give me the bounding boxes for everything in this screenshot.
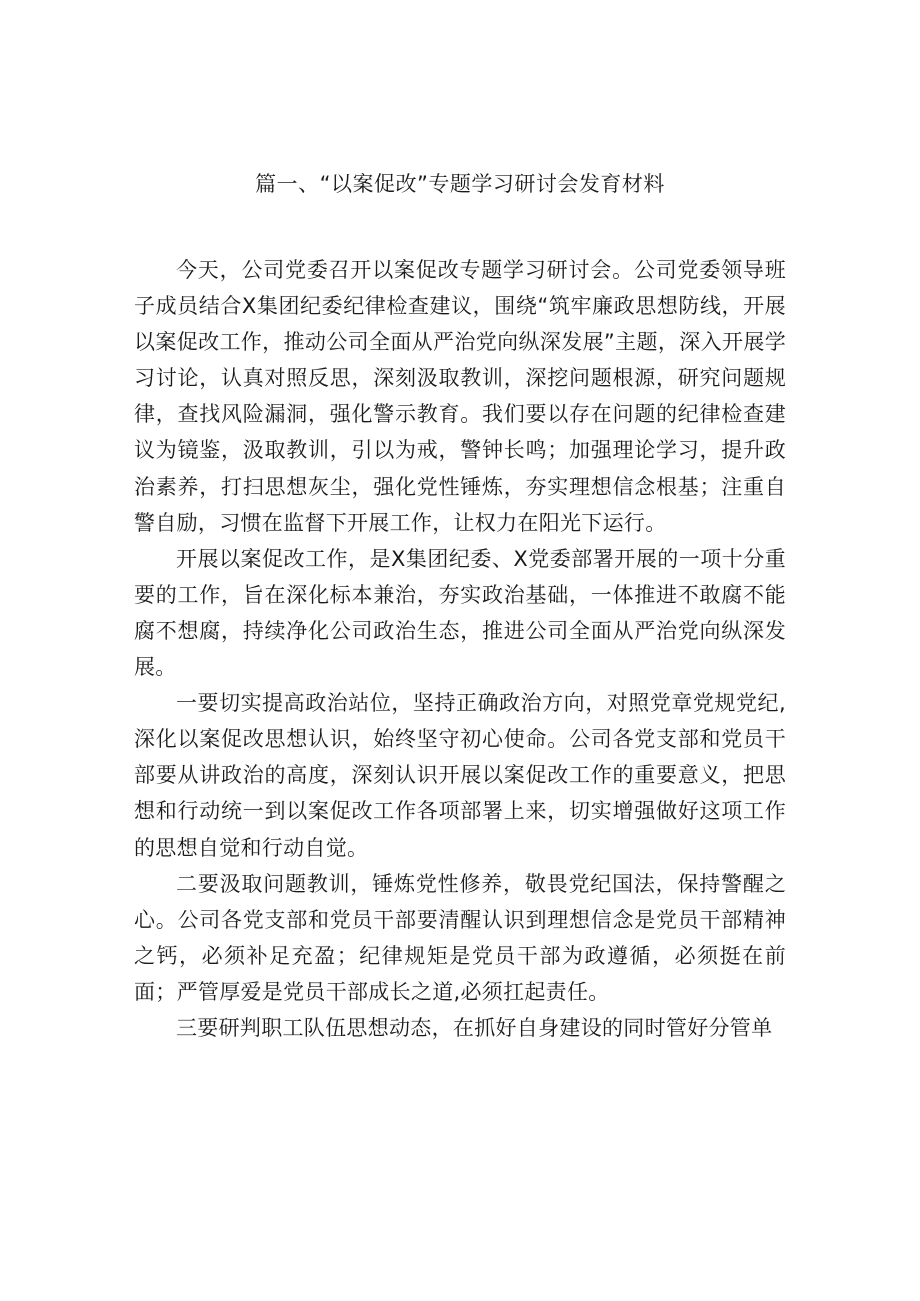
document-body [134,252,786,1046]
paragraph: 一要切实提高政治站位，坚持正确政治方向，对照党章党规党纪,深化以案促改思想认识，始终坚守初心使命。公司各党支部和党员干部要从讲政治的高度，深刻认识开展以案促改工作的重要意义，把思想和行动统一到以案促改工作各项部署上来，切实增强做好这项工作的思想自觉和行动自觉。 [134,691,786,860]
document-title: 篇一、“以案促改”专题学习研讨会发育材料 [255,172,665,196]
paragraph: 开展以案促改工作，是X集团纪委、X党委部署开展的一项十分重要的工作，旨在深化标本兼治，夯实政治基础，一体推进不敢腐不能腐不想腐，持续净化公司政治生态，推进公司全面从严治党向纵深发展。 [134,546,786,680]
paragraph: 三要研判职工队伍思想动态，在抓好自身建设的同时管好分管单 [176,1015,773,1040]
paragraph: 二要汲取问题教训，锤炼党性修养，敬畏党纪国法，保持警醒之心。公司各党支部和党员干部要清醒认识到理想信念是党员干部精神之钙，必须补足充盈；纪律规矩是党员干部为政遵循，必须挺在前面；严管厚爱是党员干部成长之道,必须扛起责任。 [134,871,786,1004]
paragraph: 今天，公司党委召开以案促改专题学习研讨会。公司党委领导班子成员结合X集团纪委纪律检查建议，围绕“筑牢廉政思想防线，开展以案促改工作，推动公司全面从严治党向纵深发展”主题，深入开展学习讨论，认真对照反思，深刻汲取教训，深挖问题根源，研究问题规律，查找风险漏洞，强化警示教育。我们要以存在问题的纪律检查建议为镜鉴，汲取教训，引以为戒，警钟长鸣；加强理论学习，提升政治素养，打扫思想灰尘，强化党性锤炼，夯实理想信念根基；注重自警自励，习惯在监督下开展工作，让权力在阳光下运行。 [134,258,786,535]
